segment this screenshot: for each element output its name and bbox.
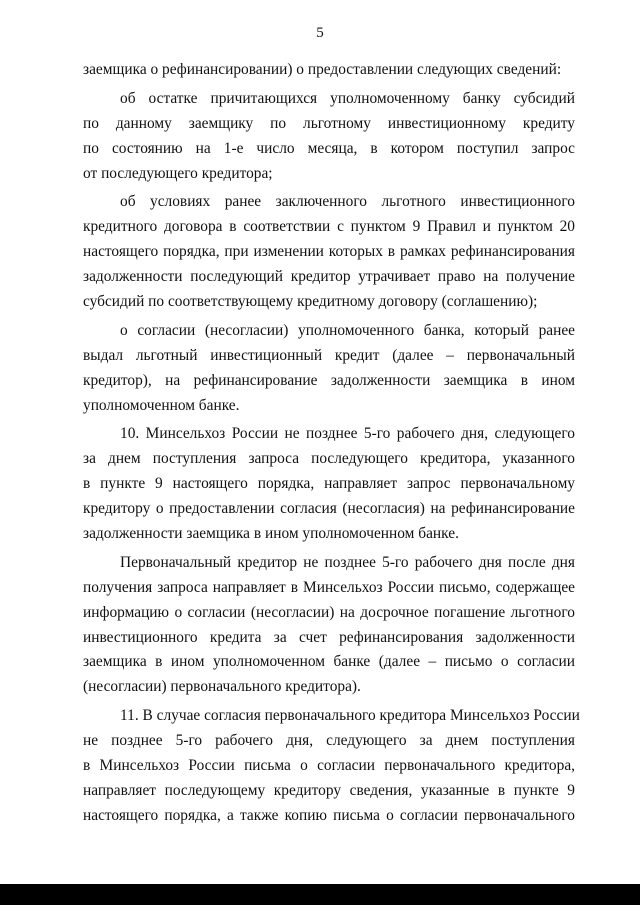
text-line: по состоянию на 1-е число месяца, в котором поступил запрос [83,139,575,157]
text-line: выдал льготный инвестиционный кредит (далее – первоначальный [83,346,575,364]
text-line: об условиях ранее заключенного льготного инвестиционного [120,193,575,211]
text-line: Первоначальный кредитор не позднее 5-го рабочего дня после дня [120,553,575,571]
document-body [83,58,580,829]
text-line: направляет последующему кредитору сведения, указанные в пункте 9 [83,781,575,799]
text-line: кредитору о предоставлении согласия (несогласия) на рефинансирование [83,500,575,518]
text-line: (несогласии) первоначального кредитора). [83,678,361,696]
text-line: кредитного договора в соответствии с пунктом 9 Правил и пунктом 20 [83,218,575,236]
text-line: кредитор), на рефинансирование задолженности заемщика в ином [83,371,575,389]
text-line: настоящего порядка, а также копию письма о согласии первоначального [83,806,575,824]
text-line: заемщика о рефинансировании) о предоставлении следующих сведений: [83,61,562,78]
text-line: за днем поступления запроса последующего кредитора, указанного [83,450,575,468]
text-line: о согласии (несогласии) уполномоченного банка, который ранее [120,321,575,339]
scan-bottom-edge [0,884,640,905]
text-line: от последующего кредитора; [83,164,273,182]
text-line: субсидий по соответствующему кредитному договору (соглашению); [83,293,538,311]
text-line: об остатке причитающихся уполномоченному банку субсидий [120,89,575,107]
text-line: информацию о согласии (несогласии) на досрочное погашение льготного [83,603,575,621]
text-line: в пункте 9 настоящего порядка, направляет запрос первоначальному [83,475,575,493]
text-line: 10. Минсельхоз России не позднее 5-го рабочего дня, следующего [120,425,575,443]
text-line: получения запроса направляет в Минсельхоз России письмо, содержащее [83,578,575,596]
page-number: 5 [316,25,324,41]
text-line: по данному заемщику по льготному инвестиционному кредиту [83,114,575,132]
text-line: настоящего порядка, при изменении которых в рамках рефинансирования [83,243,575,261]
text-line: в Минсельхоз России письма о согласии первоначального кредитора, [83,757,575,775]
text-line: 11. В случае согласия первоначального кредитора Минсельхоз России [120,707,580,725]
text-line: инвестиционного кредита за счет рефинансирования задолженности [83,628,575,646]
text-line: уполномоченном банке. [83,396,240,414]
text-line: задолженности заемщика в ином уполномоченном банке. [83,525,459,543]
text-line: заемщика в ином уполномоченном банке (далее – письмо о согласии [83,653,575,671]
text-line: задолженности последующий кредитор утрачивает право на получение [83,268,575,286]
text-line: не позднее 5-го рабочего дня, следующего за днем поступления [83,732,575,750]
